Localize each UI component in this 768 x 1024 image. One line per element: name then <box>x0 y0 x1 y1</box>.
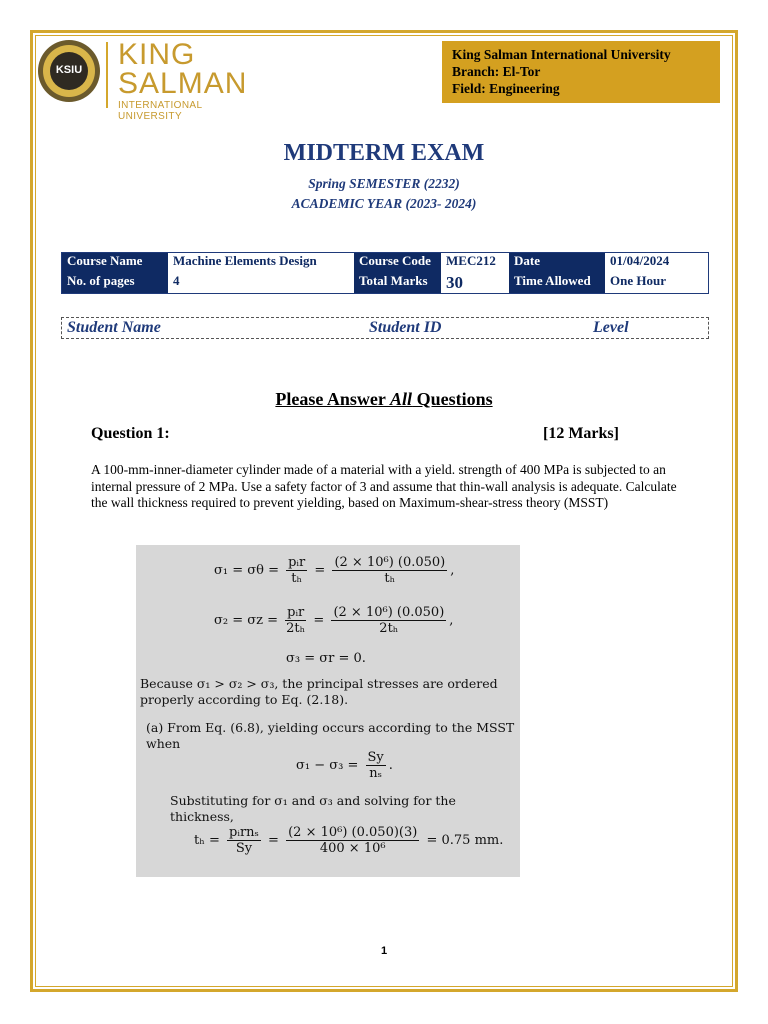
equation-sigma3: σ₃ = σr = 0. <box>286 651 366 666</box>
part-a-text: (a) From Eq. (6.8), yielding occurs according to the MSST when <box>146 720 515 751</box>
university-seal-icon: KSIU <box>38 40 100 102</box>
date-label: Date <box>509 253 605 273</box>
time-allowed-label: Time Allowed <box>509 273 605 293</box>
level-label: Level <box>593 319 629 336</box>
equation-sigma1: σ₁ = σθ = $\frac{\text{pᵢr}}{\text{tₕ}}$ = $\frac{\text{(2 × 10⁶) (0.050)}}{\text{tₕ}}$ , <box>214 555 455 586</box>
instructions: Please Answer All Questions <box>275 389 493 409</box>
course-name-label: Course Name <box>62 253 168 273</box>
student-name-label: Student Name <box>67 319 161 336</box>
equation-mss: σ₁ − σ₃ = $\frac{Sy}{\text{nₛ}}$ . <box>296 750 393 781</box>
course-code-value: MEC212 <box>446 253 496 268</box>
date-value: 01/04/2024 <box>610 253 670 268</box>
course-name-value: Machine Elements Design <box>173 253 317 268</box>
academic-year: ACADEMIC YEAR (2023- 2024) <box>291 196 477 211</box>
university-name: King Salman International University <box>452 47 671 62</box>
substituting-text: Substituting for σ₁ and σ₃ and solving for the thickness, <box>170 793 456 824</box>
solution-image <box>136 545 520 877</box>
exam-title: MIDTERM EXAM <box>283 140 485 166</box>
field: Field: Engineering <box>452 81 560 96</box>
semester: Spring SEMESTER (2232) <box>308 176 460 191</box>
course-info-table <box>61 252 709 294</box>
student-info-box <box>61 317 709 339</box>
course-code-label: Course Code <box>354 253 441 273</box>
university-info-box <box>442 41 720 103</box>
total-marks-value: 30 <box>446 273 463 292</box>
because-text: Because σ₁ > σ₂ > σ₃, the principal stresses are ordered properly according to Eq. (2.18). <box>140 676 498 707</box>
question-marks: [12 Marks] <box>543 425 619 442</box>
university-logo: KSIU KING SALMAN INTERNATIONAL UNIVERSITY <box>38 40 268 112</box>
pages-label: No. of pages <box>62 273 168 293</box>
branch: Branch: El-Tor <box>452 64 541 79</box>
student-id-label: Student ID <box>369 319 442 336</box>
question-title: Question 1: <box>91 425 170 442</box>
question-text: A 100-mm-inner-diameter cylinder made of a material with a yield. strength of 400 MPa is subjected to an internal pressure of 2 MPa. Use a safety factor of 3 and assume that thin-wall analysis is adequate. Calculate the wall thickness required to prevent yielding, based on Maximum-shear-stress theory (MSST) <box>91 462 677 510</box>
time-allowed-value: One Hour <box>610 273 666 288</box>
page-number: 1 <box>380 945 388 957</box>
equation-sigma2: σ₂ = σz = $\frac{\text{pᵢr}}{\text{2tₕ}}$ = $\frac{\text{(2 × 10⁶) (0.050)}}{\text{2tₕ}}$ , <box>214 605 454 636</box>
total-marks-label: Total Marks <box>354 273 441 293</box>
equation-thickness: tₕ = $\frac{\text{pᵢrnₛ}}{Sy}$ = $\frac{\text{(2 × 10⁶) (0.050)(3)}}{\text{400 × 10⁶}}$ = 0.75 mm. <box>194 825 504 856</box>
pages-value: 4 <box>173 273 180 288</box>
